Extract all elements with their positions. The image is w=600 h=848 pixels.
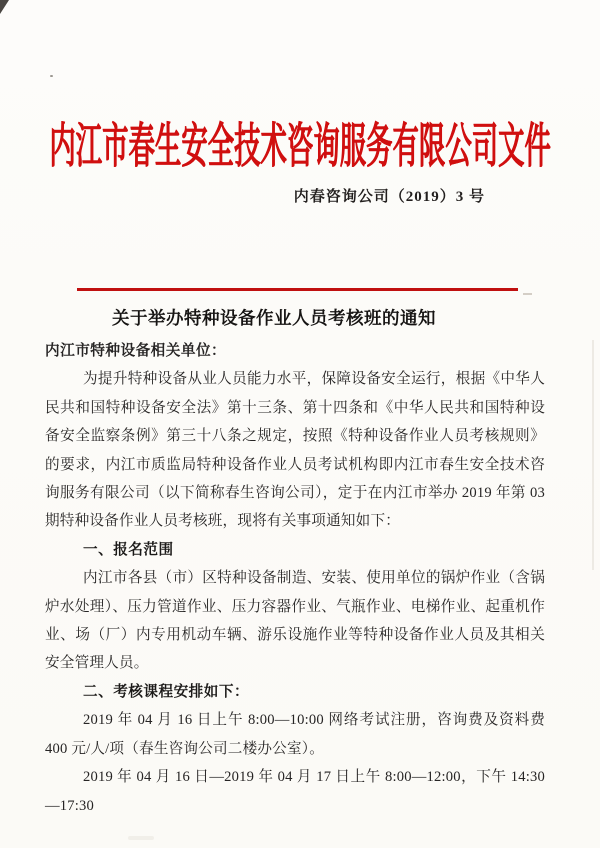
body-paragraph: 内江市各县（市）区特种设备制造、安装、使用单位的锅炉作业（含锅炉水处理）、压力管道作业、压力容器作业、气瓶作业、电梯作业、起重机作业、场（厂）内专用机动车辆、游乐设施作业等特种设备作业人员及其相关安全管理人员。	[45, 570, 545, 672]
scan-corner-artifact	[0, 0, 9, 14]
red-separator-rule	[77, 288, 518, 291]
body-paragraph: 为提升特种设备从业人员能力水平，保障设备安全运行，根据《中华人民共和国特种设备安全法》第十三条、第十四条和《中华人民共和国特种设备安全监察条例》第三十八条之规定，按照《特种设备作业人员考核规则》的要求，内江市质监局特种设备作业人员考试机构即内江市春生安全技术咨询服务有限公司（以下简称春生咨询公司），定于在内江市举办 2019 年第 03 期特种设备作业人员考核班，现将有关事项通知如下：	[45, 371, 545, 530]
body-paragraph: 2019 年 04 月 16 日上午 8:00—10:00 网络考试注册，咨询费及资料费 400 元/人/项（春生咨询公司二楼办公室）。	[45, 712, 545, 757]
scan-speck	[50, 75, 53, 77]
scan-dash-artifact	[523, 293, 532, 295]
document-number: 内春咨询公司（2019）3 号	[293, 189, 485, 205]
section-heading-2: 二、考核课程安排如下：	[83, 683, 250, 700]
notice-body	[45, 337, 545, 820]
body-paragraph: 2019 年 04 月 16 日—2019 年 04 月 17 日上午 8:00—12:00，下午 14:30—17:30	[45, 769, 545, 814]
scan-smudge	[128, 836, 154, 840]
notice-title: 关于举办特种设备作业人员考核班的通知	[112, 308, 436, 328]
scan-edge-streak	[592, 340, 594, 570]
letterhead	[0, 112, 600, 173]
letterhead-title: 内江市春生安全技术咨询服务有限公司文件	[49, 119, 551, 173]
salutation: 内江市特种设备相关单位：	[45, 343, 227, 359]
section-heading-1: 一、报名范围	[83, 541, 174, 558]
